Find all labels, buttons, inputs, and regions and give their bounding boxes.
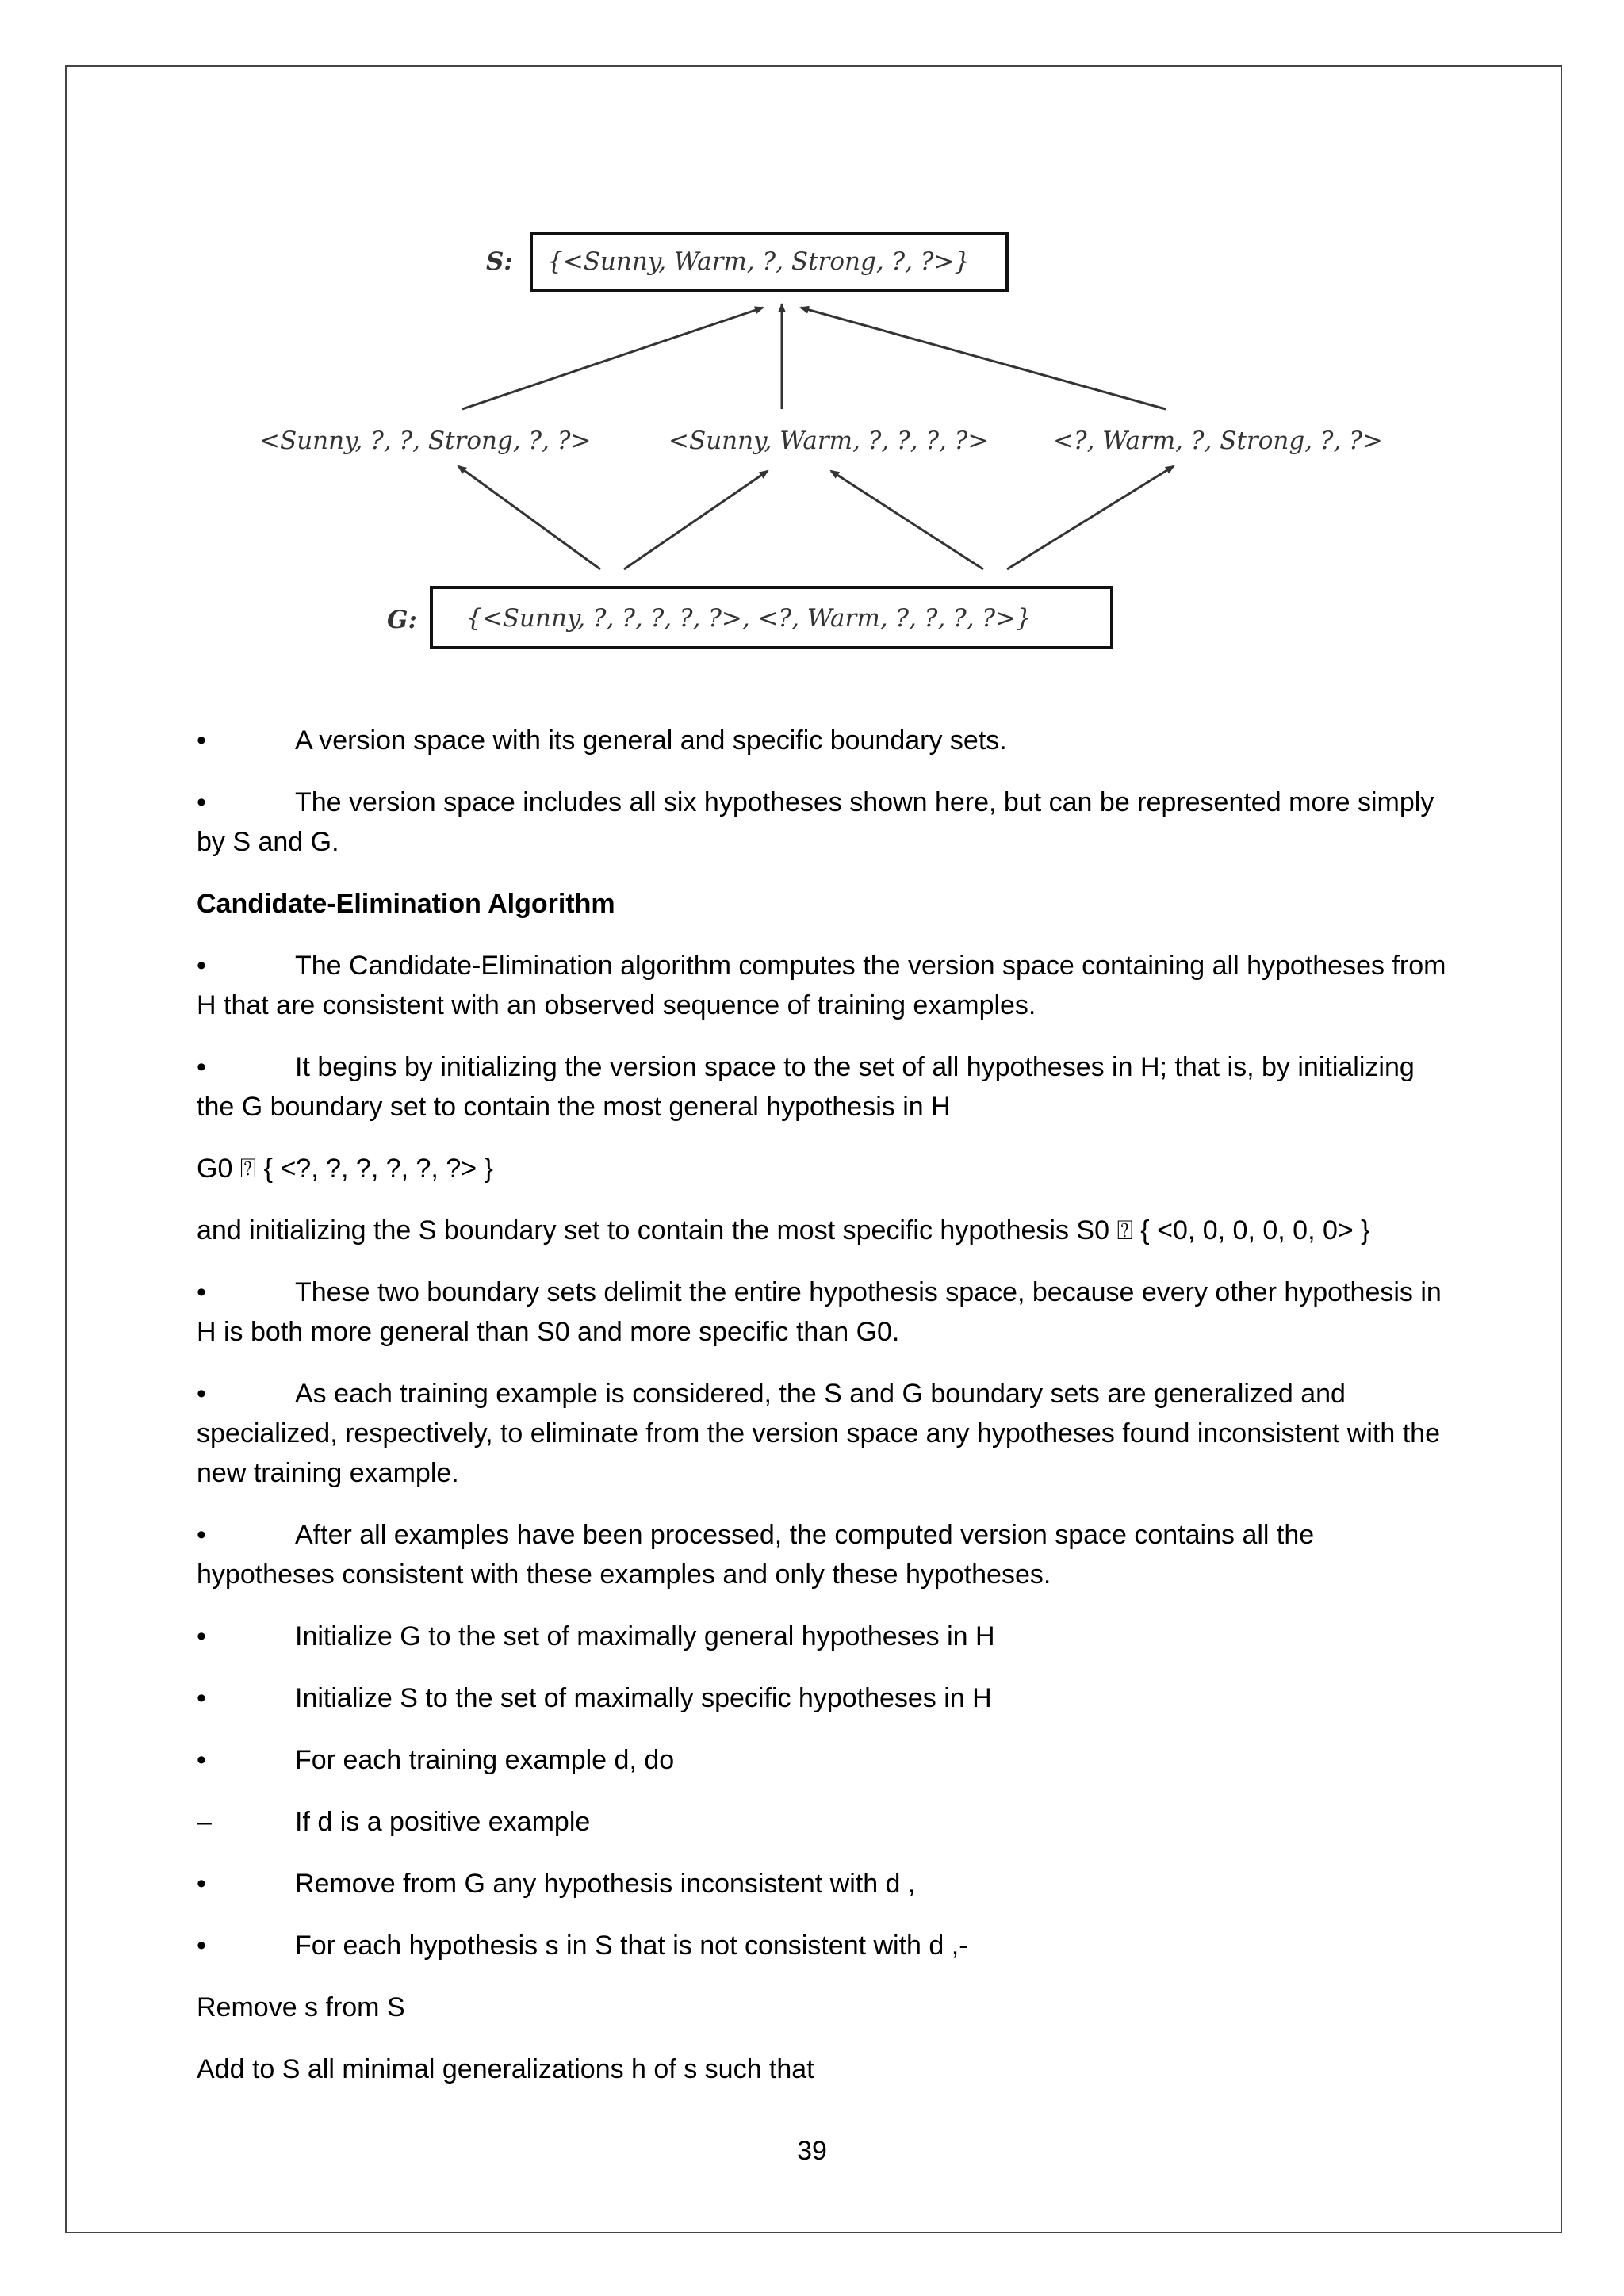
bullet-marker: • [197,951,206,981]
bullet-marker: • [197,1931,206,1961]
step-3 [197,1740,1450,1780]
version-space-diagram [0,0,1624,666]
step-4 [197,1802,1450,1842]
paragraph-text: A version space with its general and specific boundary sets. [295,725,1007,756]
bullet-marker: • [197,1277,206,1307]
arrow-mid3-to-s [801,308,1166,409]
s-set: {<Sunny, Warm, ?, Strong, ?, ?>} [547,247,971,276]
dash-marker: – [197,1807,212,1837]
paragraph-text: The version space includes all six hypotheses shown here, but can be represented more simply by S and G. [197,787,1434,857]
step-8 [197,2049,1450,2089]
arrow-g-to-mid2a [624,471,768,569]
step-1 [197,1617,1450,1656]
paragraph-6 [197,1374,1450,1493]
paragraph-text: These two boundary sets delimit the entire hypothesis space, because every other hypothesis in H is both more general than S0 and more specific than G0. [197,1277,1442,1347]
bullet-marker: • [197,1379,206,1409]
g-set: {<Sunny, ?, ?, ?, ?, ?>, <?, Warm, ?, ?, ?, ?>} [466,604,1032,633]
g0-definition [197,1149,1450,1188]
bullet-marker: • [197,725,206,756]
middle-hypothesis-3: <?, Warm, ?, Strong, ?, ?> [1053,427,1383,455]
paragraph-text: It begins by initializing the version space to the set of all hypotheses in H; that is, by initializing the G boundary set to contain the most general hypothesis in H [197,1052,1415,1122]
paragraph-text: As each training example is considered, the S and G boundary sets are generalized and specialized, respectively, to eliminate from the version space any hypotheses found inconsistent with the new training example. [197,1379,1440,1488]
paragraph-text: For each training example d, do [295,1745,675,1775]
middle-hypothesis-2: <Sunny, Warm, ?, ?, ?, ?> [668,427,989,455]
bullet-marker: • [197,1683,206,1713]
paragraph-1 [197,721,1450,760]
arrow-g-to-mid1 [458,466,600,569]
g-label: G: [387,606,417,634]
middle-hypothesis-1: <Sunny, ?, ?, Strong, ?, ?> [259,427,592,455]
paragraph-7 [197,1515,1450,1594]
page-number: 39 [797,2136,827,2166]
paragraph-text: Remove from G any hypothesis inconsistent with d , [295,1869,916,1899]
step-7 [197,1988,1450,2027]
paragraph-5 [197,1272,1450,1352]
paragraph-text: Add to S all minimal generalizations h of s such that [197,2054,814,2084]
step-6 [197,1926,1450,1965]
paragraph-3 [197,946,1450,1025]
paragraph-4 [197,1047,1450,1127]
bullet-marker: • [197,1052,206,1082]
step-2 [197,1678,1450,1718]
heading-text: Candidate-Elimination Algorithm [197,889,615,919]
section-heading [197,884,1450,924]
paragraph-text: If d is a positive example [295,1807,591,1837]
bullet-marker: • [197,1621,206,1651]
bullet-marker: • [197,1869,206,1899]
arrow-mid1-to-s [462,308,763,409]
paragraph-text: The Candidate-Elimination algorithm computes the version space containing all hypotheses from H that are consistent with an observed sequence of training examples. [197,951,1446,1020]
paragraph-text: G0 ⍰ { <?, ?, ?, ?, ?, ?> } [197,1154,493,1184]
bullet-marker: • [197,787,206,817]
paragraph-text: Initialize G to the set of maximally general hypotheses in H [295,1621,995,1651]
paragraph-text: Remove s from S [197,1992,405,2022]
paragraph-text: and initializing the S boundary set to contain the most specific hypothesis S0 ⍰ { <0, 0, 0, 0, 0, 0> } [197,1215,1370,1246]
paragraph-2 [197,783,1450,862]
step-5 [197,1864,1450,1904]
bullet-marker: • [197,1520,206,1550]
arrow-g-to-mid3 [1007,466,1174,569]
arrow-g-to-mid2b [831,471,983,569]
bullet-marker: • [197,1745,206,1775]
s-label: S: [486,247,513,276]
paragraph-text: After all examples have been processed, the computed version space contains all the hypotheses consistent with these examples and only these hypotheses. [197,1520,1315,1590]
paragraph-text: Initialize S to the set of maximally specific hypotheses in H [295,1683,992,1713]
s0-definition [197,1211,1450,1250]
paragraph-text: For each hypothesis s in S that is not consistent with d ,- [295,1931,968,1961]
